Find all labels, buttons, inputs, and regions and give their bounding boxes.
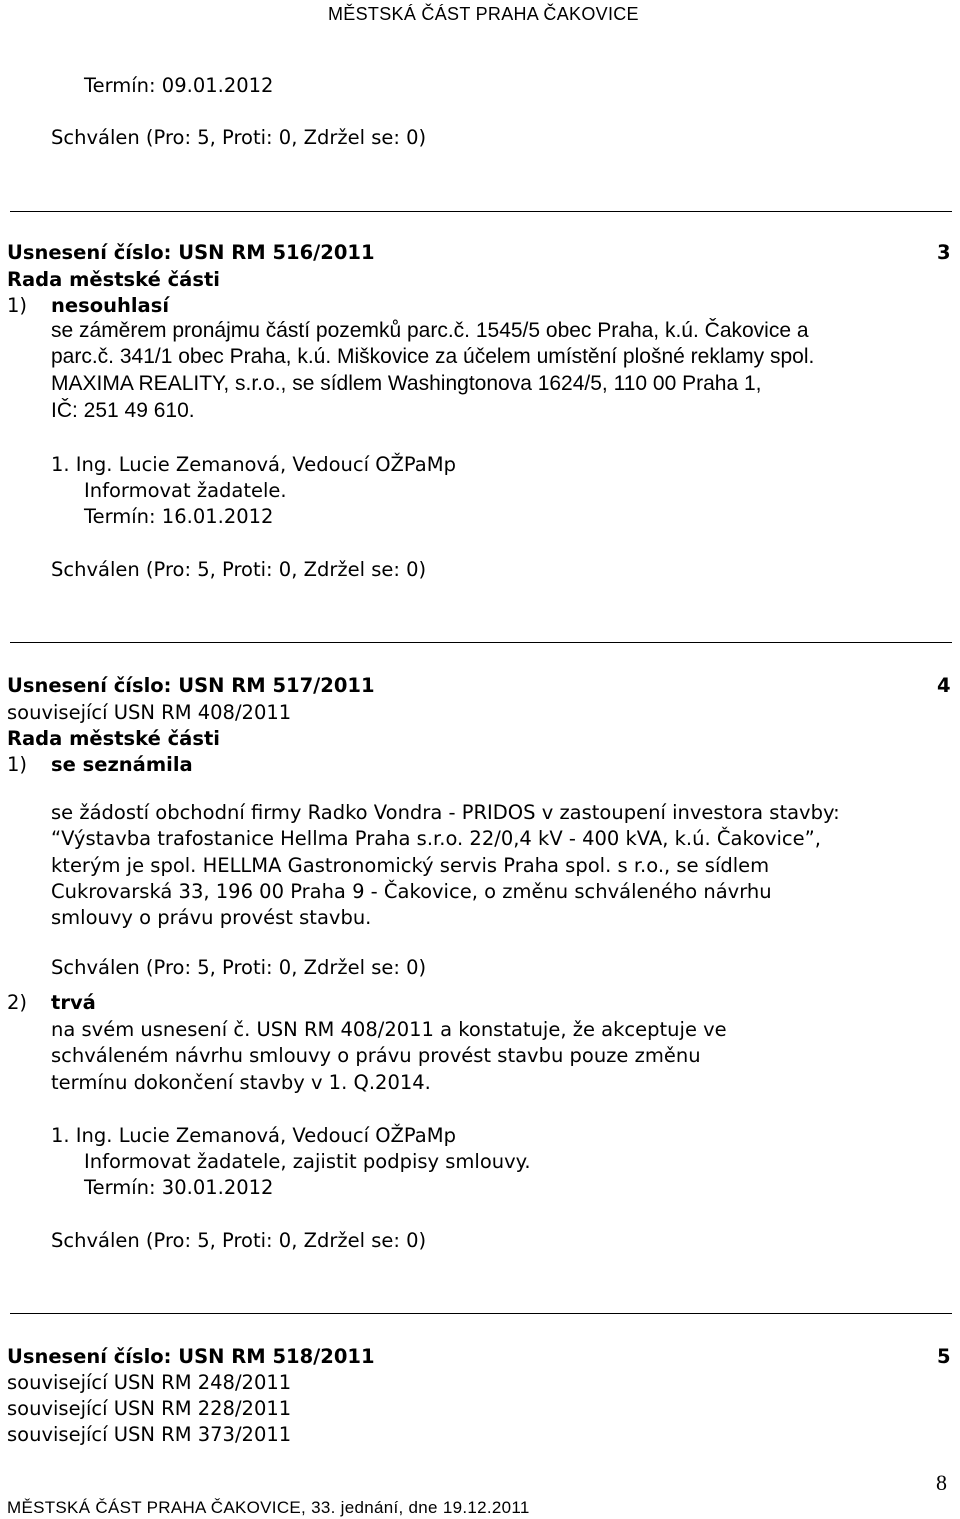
usn517-task-termin: Termín: 30.01.2012 (84, 1176, 274, 1199)
usn517-schvalen-2: Schválen (Pro: 5, Proti: 0, Zdržel se: 0) (51, 1229, 427, 1252)
usn516-item1-num: 1) (7, 294, 28, 317)
usn517-item1-line: “Výstavba trafostanice Hellma Praha s.r.o. 22/0,4 kV - 400 kVA, k.ú. Čakovice”, (51, 827, 821, 850)
usn517-item2-line: na svém usnesení č. USN RM 408/2011 a konstatuje, že akceptuje ve (51, 1018, 727, 1041)
usn517-item1-line: se žádostí obchodní firmy Radko Vondra - PRIDOS v zastoupení investora stavby: (51, 801, 840, 824)
usn517-schvalen-1: Schválen (Pro: 5, Proti: 0, Zdržel se: 0) (51, 956, 427, 979)
page-number: 8 (936, 1470, 947, 1495)
usn517-item1-line: Cukrovarská 33, 196 00 Praha 9 - Čakovice, o změnu schváleného návrhu (51, 880, 772, 903)
usn516-title: Usnesení číslo: USN RM 516/2011 (7, 241, 375, 264)
usn517-item2-line: termínu dokončení stavby v 1. Q.2014. (51, 1071, 431, 1094)
usn517-item2-verb: trvá (51, 991, 96, 1014)
divider-1 (10, 211, 952, 212)
termin-top: Termín: 09.01.2012 (84, 74, 274, 97)
usn517-body: Rada městské části (7, 727, 220, 750)
usn517-item1-num: 1) (7, 753, 28, 776)
usn516-task-text: Informovat žadatele. (84, 479, 287, 502)
usn516-item1-line: IČ: 251 49 610. (51, 399, 195, 422)
usn518-number: 5 (937, 1345, 951, 1368)
usn517-item1-line: kterým je spol. HELLMA Gastronomický servis Praha spol. s r.o., se sídlem (51, 854, 770, 877)
usn516-item1-verb: nesouhlasí (51, 294, 170, 317)
usn517-item1-line: smlouvy o právu provést stavbu. (51, 906, 372, 929)
usn516-item1-line: parc.č. 341/1 obec Praha, k.ú. Miškovice za účelem umístění plošné reklamy spol. (51, 345, 815, 368)
usn517-item1-verb: se seznámila (51, 753, 193, 776)
usn518-related: související USN RM 373/2011 (7, 1423, 292, 1446)
usn517-task-text: Informovat žadatele, zajistit podpisy smlouvy. (84, 1150, 531, 1173)
divider-3 (10, 1313, 952, 1314)
divider-2 (10, 642, 952, 643)
usn517-item2-line: schváleném návrhu smlouvy o právu provést stavbu pouze změnu (51, 1044, 701, 1067)
page-header-title: MĚSTSKÁ ČÁST PRAHA ČAKOVICE (328, 4, 639, 24)
usn516-task-termin: Termín: 16.01.2012 (84, 505, 274, 528)
usn517-number: 4 (937, 674, 951, 697)
usn517-title: Usnesení číslo: USN RM 517/2011 (7, 674, 375, 697)
usn516-item1-line: se záměrem pronájmu částí pozemků parc.č. 1545/5 obec Praha, k.ú. Čakovice a (51, 319, 809, 342)
page-footer: MĚSTSKÁ ČÁST PRAHA ČAKOVICE, 33. jednání, dne 19.12.2011 (7, 1498, 530, 1517)
usn518-related: související USN RM 228/2011 (7, 1397, 292, 1420)
usn518-related: související USN RM 248/2011 (7, 1371, 292, 1394)
usn516-number: 3 (937, 241, 951, 264)
usn518-title: Usnesení číslo: USN RM 518/2011 (7, 1345, 375, 1368)
usn517-item2-num: 2) (7, 991, 28, 1014)
usn516-schvalen: Schválen (Pro: 5, Proti: 0, Zdržel se: 0) (51, 558, 427, 581)
usn516-item1-line: MAXIMA REALITY, s.r.o., se sídlem Washingtonova 1624/5, 110 00 Praha 1, (51, 372, 762, 395)
schvalen-top: Schválen (Pro: 5, Proti: 0, Zdržel se: 0) (51, 126, 427, 149)
usn517-task-resp: 1. Ing. Lucie Zemanová, Vedoucí OŽPaMp (51, 1124, 456, 1147)
usn516-task-resp: 1. Ing. Lucie Zemanová, Vedoucí OŽPaMp (51, 453, 456, 476)
usn516-body: Rada městské části (7, 268, 220, 291)
usn517-related: související USN RM 408/2011 (7, 701, 292, 724)
